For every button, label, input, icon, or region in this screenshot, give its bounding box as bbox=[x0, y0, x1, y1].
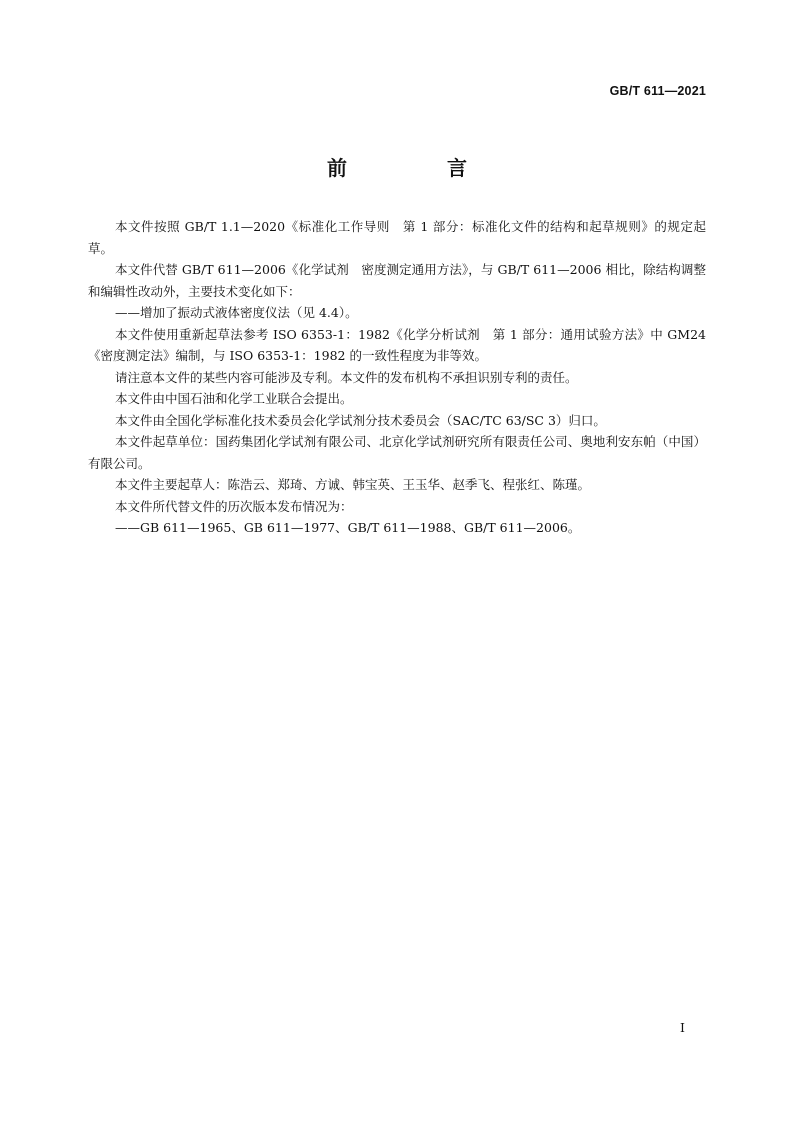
standard-code: GB/T 611—2021 bbox=[609, 84, 706, 98]
page-number: I bbox=[680, 1020, 685, 1035]
paragraph-proposed-by: 本文件由中国石油和化学工业联合会提出。 bbox=[115, 391, 353, 406]
preface-body bbox=[88, 216, 706, 539]
paragraph-iso-reference: 本文件使用重新起草法参考 ISO 6353-1：1982《化学分析试剂 第 1 部分：通用试验方法》中 GM24《密度测定法》编制，与 ISO 6353-1：1982 的一致性程度为非等效。 bbox=[88, 326, 706, 363]
paragraph-replaces: 本文件代替 GB/T 611—2006《化学试剂 密度测定通用方法》，与 GB/T 611—2006 相比，除结构调整和编辑性改动外，主要技术变化如下： bbox=[88, 262, 706, 299]
paragraph-administered-by: 本文件由全国化学标准化技术委员会化学试剂分技术委员会（SAC/TC 63/SC 3）归口。 bbox=[115, 412, 606, 428]
paragraph-previous-editions: 本文件所代替文件的历次版本发布情况为： bbox=[115, 498, 353, 514]
paragraph-drafters: 本文件主要起草人：陈浩云、郑琦、方诚、韩宝英、王玉华、赵季飞、程张红、陈瑾。 bbox=[115, 477, 591, 492]
paragraph-drafting-basis: 本文件按照 GB/T 1.1—2020《标准化工作导则 第 1 部分：标准化文件的结构和起草规则》的规定起草。 bbox=[88, 219, 706, 256]
list-item-technical-change: ——增加了振动式液体密度仪法（见 4.4）。 bbox=[115, 305, 358, 320]
paragraph-patent-notice: 请注意本文件的某些内容可能涉及专利。本文件的发布机构不承担识别专利的责任。 bbox=[115, 369, 578, 385]
list-item-edition-history: ——GB 611—1965、GB 611—1977、GB/T 611—1988、GB/T 611—2006。 bbox=[115, 520, 581, 535]
page-title: 前 言 bbox=[327, 156, 507, 180]
paragraph-drafting-organizations: 本文件起草单位：国药集团化学试剂有限公司、北京化学试剂研究所有限责任公司、奥地利安东帕（中国）有限公司。 bbox=[88, 434, 706, 471]
